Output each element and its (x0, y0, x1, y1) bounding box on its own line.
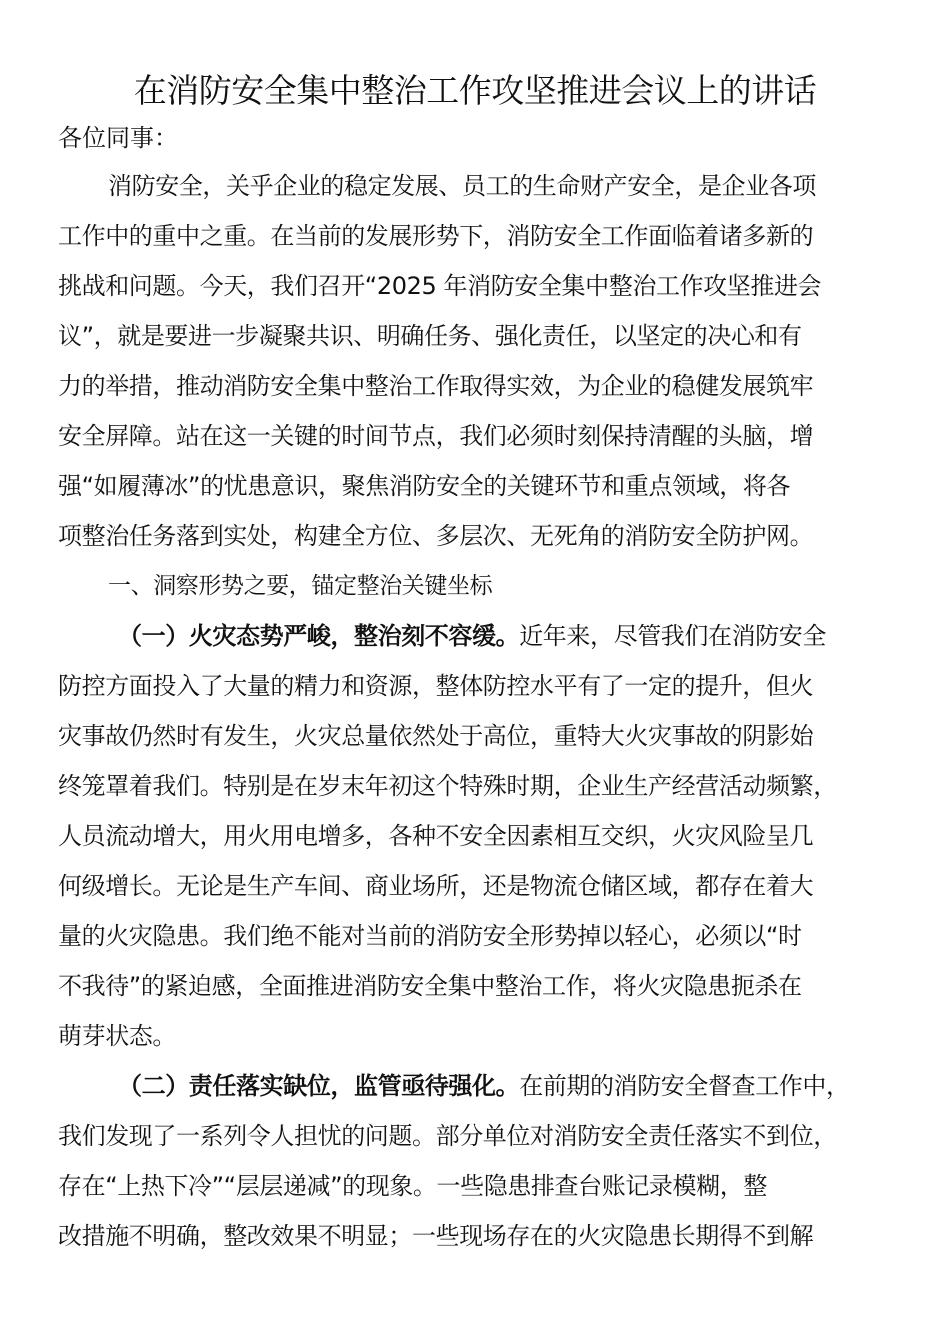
document-title: 在消防安全集中整治工作攻坚推进会议上的讲话 (133, 71, 817, 110)
intro-paragraph-line: 力的举措，推动消防安全集中整治工作取得实效，为企业的稳健发展筑牢 (58, 372, 814, 400)
subsection-1-line: 防控方面投入了大量的精力和资源，整体防控水平有了一定的提升，但火 (58, 672, 814, 700)
subsection-1-heading: （一）火灾态势严峻，整治刻不容缓。 (118, 622, 520, 650)
subsection-1-line: 不我待”的紧迫感，全面推进消防安全集中整治工作，将火灾隐患扼杀在 (58, 972, 802, 1000)
subsection-2-line: 我们发现了一系列令人担忧的问题。部分单位对消防安全责任落实不到位， (58, 1122, 837, 1150)
subsection-2-line: 存在“上热下冷”“层层递减”的现象。一些隐患排查台账记录模糊，整 (58, 1172, 767, 1200)
subsection-1-line: 萌芽状态。 (58, 1022, 176, 1050)
subsection-1-line: 终笼罩着我们。特别是在岁末年初这个特殊时期，企业生产经营活动频繁， (58, 772, 837, 800)
subsection-1-line: 灾事故仍然时有发生，火灾总量依然处于高位，重特大火灾事故的阴影始 (58, 722, 814, 750)
subsection-1-line: 量的火灾隐患。我们绝不能对当前的消防安全形势掉以轻心，必须以“时 (58, 922, 802, 950)
intro-paragraph-line: 项整治任务落到实处，构建全方位、多层次、无死角的消防安全防护网。 (58, 522, 814, 550)
subsection-1-first-line (118, 616, 826, 656)
subsection-2-first-line (118, 1066, 850, 1106)
intro-paragraph-line: 消防安全，关乎企业的稳定发展、员工的生命财产安全，是企业各项 (108, 172, 816, 200)
intro-paragraph-line: 强“如履薄冰”的忧患意识，聚焦消防安全的关键环节和重点领域，将各 (58, 472, 791, 500)
salutation: 各位同事： (58, 124, 178, 152)
subsection-2-heading: （二）责任落实缺位，监管亟待强化。 (118, 1072, 520, 1100)
subsection-2-text: 在前期的消防安全督查工作中， (519, 1072, 850, 1100)
section-heading: 一、洞察形势之要，锚定整治关键坐标 (108, 573, 493, 599)
intro-paragraph-line: 挑战和问题。今天，我们召开“2025 年消防安全集中整治工作攻坚推进会 (58, 272, 822, 300)
subsection-2-line: 改措施不明确，整改效果不明显；一些现场存在的火灾隐患长期得不到解 (58, 1222, 814, 1250)
intro-paragraph-line: 工作中的重中之重。在当前的发展形势下，消防安全工作面临着诸多新的 (58, 222, 814, 250)
subsection-1-line: 何级增长。无论是生产车间、商业场所，还是物流仓储区域，都存在着大 (58, 872, 814, 900)
intro-paragraph-line: 议”，就是要进一步凝聚共识、明确任务、强化责任，以坚定的决心和有 (58, 322, 802, 350)
subsection-1-text: 近年来，尽管我们在消防安全 (519, 622, 827, 650)
intro-paragraph-line: 安全屏障。站在这一关键的时间节点，我们必须时刻保持清醒的头脑，增 (58, 422, 814, 450)
subsection-1-line: 人员流动增大，用火用电增多，各种不安全因素相互交织，火灾风险呈几 (58, 822, 814, 850)
